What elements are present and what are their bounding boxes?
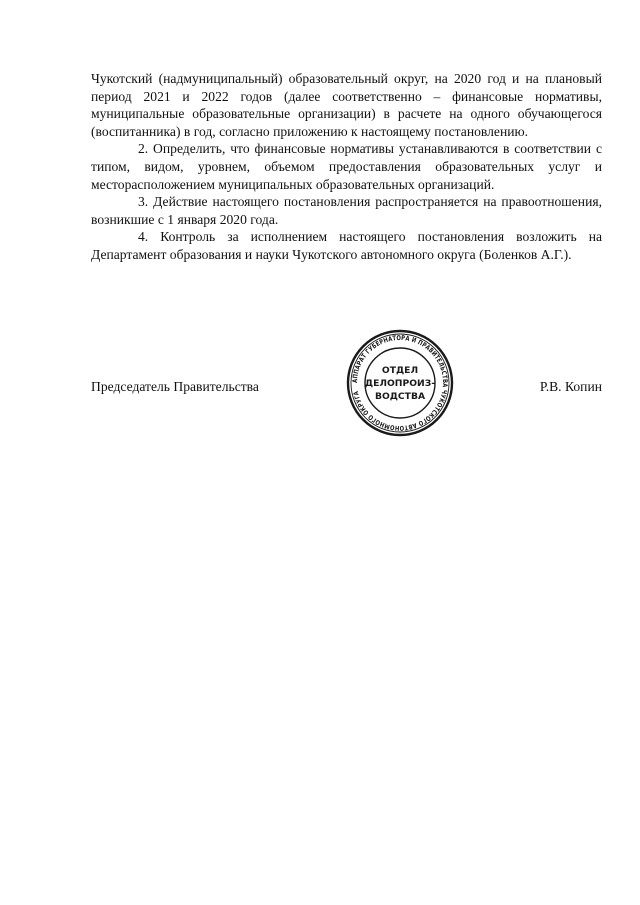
signatory-position: Председатель Правительства	[91, 379, 259, 394]
stamp-center-line-2: ДЕЛОПРОИЗ-	[364, 378, 436, 389]
stamp-ring-text: АППАРАТ ГУБЕРНАТОРА И ПРАВИТЕЛЬСТВА ЧУКОТСКОГО АВТОНОМНОГО ОКРУГА	[350, 333, 450, 433]
paragraph-item-3: 3. Действие настоящего постановления распространяется на правоотношения, возникшие с 1 января 2020 года.	[91, 194, 602, 227]
official-stamp	[345, 328, 455, 438]
paragraph-item-4: 4. Контроль за исполнением настоящего постановления возложить на Департамент образования и науки Чукотского автономного округа (Боленков А.Г.).	[91, 229, 602, 262]
stamp-graphic	[345, 328, 455, 438]
stamp-center-line-3: ВОДСТВА	[374, 391, 426, 402]
paragraph-item-2: 2. Определить, что финансовые нормативы устанавливаются в соответствии с типом, видом, уровнем, объемом предоставления образовательных услуг и месторасположением муниципальных образовательных организаций.	[91, 141, 602, 192]
document-body	[91, 70, 602, 264]
signatory-name: Р.В. Копин	[539, 379, 602, 394]
stamp-center-line-1: ОТДЕЛ	[381, 365, 419, 376]
paragraph-continuation: Чукотский (надмуниципальный) образовательный округ, на 2020 год и на плановый период 2021 и 2022 годов (далее соответственно – финансовые нормативы, муниципальные образовательные организации) в расчете на одного обучающегося (воспитанника) в год, согласно приложению к настоящему постановлению.	[91, 71, 602, 139]
